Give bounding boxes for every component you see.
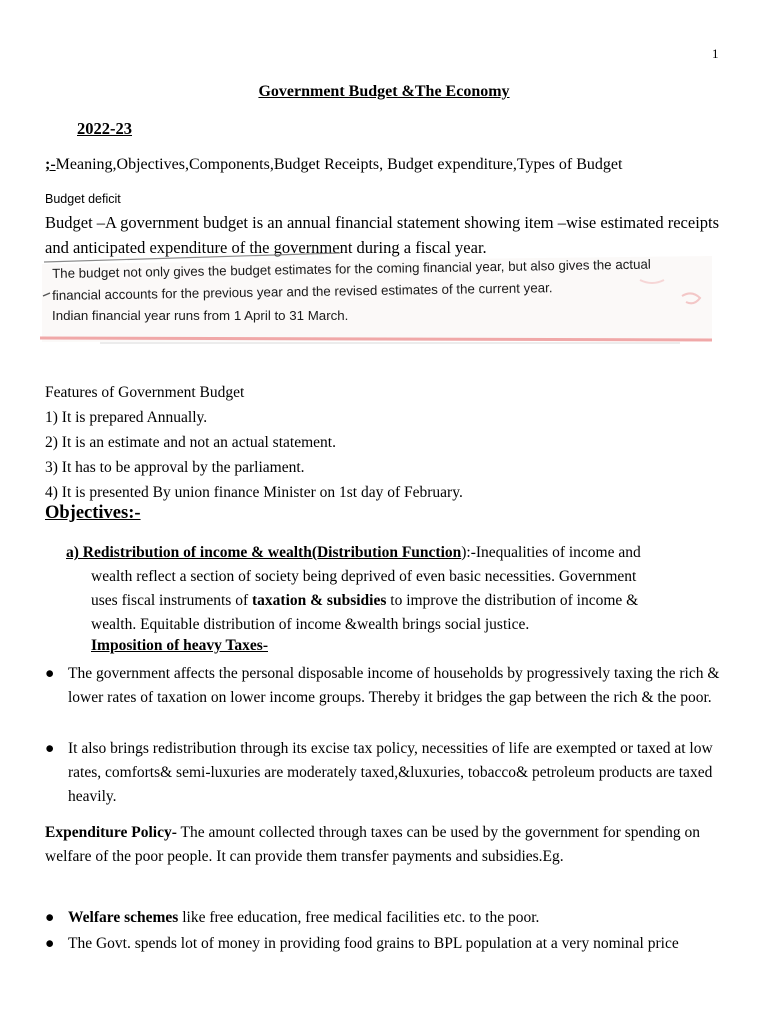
document-title: Government Budget &The Economy bbox=[258, 83, 510, 100]
bullet-text: It also brings redistribution through its excise tax policy, necessities of life are exempted or taxed at low rates, comforts& semi-luxuries are moderately taxed,&luxuries, tobacco& petroleum products are taxed heavily. bbox=[68, 740, 713, 805]
features-heading: Features of Government Budget bbox=[45, 384, 245, 401]
feature-item: 2) It is an estimate and not an actual statement. bbox=[45, 434, 336, 451]
bullet-icon: ● bbox=[45, 909, 55, 926]
topics-line bbox=[45, 156, 622, 174]
objectives-heading: Objectives:- bbox=[45, 503, 141, 523]
features-section bbox=[45, 380, 463, 505]
academic-year: 2022-23 bbox=[77, 119, 132, 138]
redistribution-intro: :-Inequalities of income and bbox=[466, 544, 641, 561]
fiscal-instruments: taxation & subsidies bbox=[252, 592, 387, 609]
feature-item: 3) It has to be approval by the parliament. bbox=[45, 459, 305, 476]
topics-prefix: ;- bbox=[45, 156, 56, 173]
redistribution-line-3 bbox=[91, 589, 731, 613]
expenditure-policy-paragraph bbox=[45, 821, 725, 869]
bullet-icon: ● bbox=[45, 740, 55, 757]
expenditure-policy-text: The amount collected through taxes can be used by the government for spending on welfare of the poor people. It can provide them transfer payments and subsidies.Eg. bbox=[45, 824, 701, 865]
budget-definition: Budget –A government budget is an annual financial statement showing item –wise estimated receipts and anticipated expenditure of the government during a fiscal year. bbox=[45, 213, 720, 257]
topics-list: Meaning,Objectives,Components,Budget Receipts, Budget expenditure,Types of Budget bbox=[55, 156, 623, 173]
bullet-food-grains bbox=[45, 932, 735, 956]
expenditure-policy-label: Expenditure Policy- bbox=[45, 824, 177, 841]
bullet-text: The Govt. spends lot of money in providing food grains to BPL population at a very nominal price bbox=[68, 935, 679, 952]
redistribution-paragraph bbox=[66, 541, 731, 637]
redistribution-close: ) bbox=[461, 544, 467, 561]
bullet-welfare-schemes bbox=[45, 906, 735, 930]
scanned-excerpt bbox=[40, 250, 712, 344]
welfare-label: Welfare schemes bbox=[68, 909, 179, 926]
bullet-icon: ● bbox=[45, 935, 55, 952]
bullet-progressive-tax bbox=[45, 662, 735, 710]
bullet-text: like free education, free medical facilities etc. to the poor. bbox=[178, 909, 540, 926]
feature-item: 1) It is prepared Annually. bbox=[45, 409, 208, 426]
scan-line-3: Indian financial year runs from 1 April to 31 March. bbox=[52, 308, 349, 323]
bullet-text: The government affects the personal disposable income of households by progressively taxing the rich & lower rates of taxation on lower income groups. Thereby it bridges the gap between the rich & the poor. bbox=[68, 665, 720, 706]
page-number: 1 bbox=[712, 46, 719, 61]
redistribution-line-4: wealth. Equitable distribution of income &wealth brings social justice. bbox=[91, 616, 530, 633]
scan-line-2: financial accounts for the previous year and the revised estimates of the current year. bbox=[52, 280, 553, 303]
text-run: to improve the distribution of income & bbox=[386, 592, 639, 609]
bullet-excise-policy bbox=[45, 737, 735, 809]
bullet-icon: ● bbox=[45, 665, 55, 682]
budget-deficit-label: Budget deficit bbox=[45, 192, 121, 206]
scan-line-1: The budget not only gives the budget estimates for the coming financial year, but also gives the actual bbox=[52, 256, 651, 281]
feature-item: 4) It is presented By union finance Minister on 1st day of February. bbox=[45, 484, 463, 501]
redistribution-line-1 bbox=[66, 541, 731, 565]
imposition-heading: Imposition of heavy Taxes- bbox=[91, 637, 268, 654]
redistribution-line-2: wealth reflect a section of society being deprived of even basic necessities. Government bbox=[91, 568, 637, 585]
text-run: uses fiscal instruments of bbox=[91, 592, 253, 609]
redistribution-heading: a) Redistribution of income & wealth(Distribution Function bbox=[66, 544, 462, 561]
